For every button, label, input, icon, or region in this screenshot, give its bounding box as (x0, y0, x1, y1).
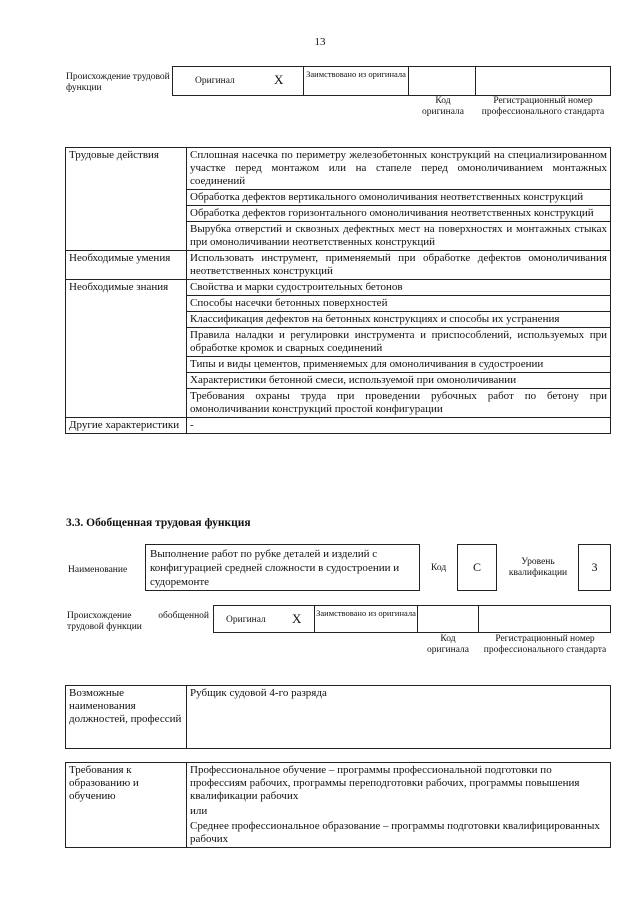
knowledge-item: Свойства и марки судостроительных бетонов (187, 280, 611, 296)
code-cell (408, 66, 476, 96)
page-number: 13 (314, 36, 326, 48)
labor-action-item: Вырубка отверстий и сквозных дефектных мест на поверхностях и монтажных стыках при омоноличивании неответственных конструкций (187, 222, 611, 251)
original-label: Оригинал (195, 76, 235, 86)
knowledge-label: Необходимые знания (66, 280, 187, 418)
reg-caption: Регистрационный номер профессионального стандарта (481, 96, 605, 117)
borrowed-label-2: Заимствовано из оригинала (316, 608, 416, 618)
reg-cell-2 (478, 605, 611, 633)
origin-label-2: Происхождение обобщенной трудовой функции (67, 611, 209, 632)
original-label-2: Оригинал (226, 615, 266, 625)
origin-label: Происхождение трудовой функции (66, 72, 170, 93)
level-value: 3 (591, 560, 598, 574)
education-line: Среднее профессиональное образование – программы подготовки квалифицированных рабочих (187, 819, 611, 848)
skills-label: Необходимые умения (66, 251, 187, 280)
education-table (65, 762, 611, 848)
original-mark: X (274, 72, 284, 87)
other-value: - (187, 418, 611, 434)
knowledge-item: Классификация дефектов на бетонных конструкциях и способы их устранения (187, 312, 611, 328)
code-cell-2 (417, 605, 479, 633)
labor-functions-table (65, 147, 611, 434)
positions-table (65, 685, 611, 749)
reg-cell (475, 66, 611, 96)
other-label: Другие характеристики (66, 418, 187, 434)
knowledge-item: Типы и виды цементов, применяемых для омоноличивания в судостроении (187, 357, 611, 373)
positions-value: Рубщик судовой 4-го разряда (187, 686, 611, 749)
knowledge-item: Способы насечки бетонных поверхностей (187, 296, 611, 312)
name-label: Наименование (68, 565, 128, 575)
original-cell (172, 66, 304, 96)
knowledge-item: Правила наладки и регулировки инструмента и приспособлений, используемых при обработке кромок и сварных соединений (187, 328, 611, 357)
code-caption: Код оригинала (422, 96, 464, 117)
labor-action-item: Сплошная насечка по периметру железобетонных конструкций на специализированном участке перед монтажом или на стапеле перед омоноличиванием монтажных соединений (187, 148, 611, 190)
education-line: Профессиональное обучение – программы профессиональной подготовки по профессиям рабочих, программы переподготовки рабочих, программы повышения квалификации рабочих (187, 763, 611, 805)
knowledge-item: Требования охраны труда при проведении рубочных работ по бетону при омоноличивании конструкций простой конфигурации (187, 389, 611, 418)
labor-actions-label: Трудовые действия (66, 148, 187, 251)
name-value: Выполнение работ по рубке деталей и изделий с конфигурацией средней сложности в судостроении и судоремонте (150, 548, 400, 588)
education-line: или (187, 804, 611, 819)
level-label: Уровень квалификации (508, 557, 568, 578)
original-mark-2: X (292, 611, 302, 626)
education-label: Требования к образованию и обучению (66, 763, 187, 848)
code-label: Код (431, 563, 447, 573)
code-caption-2: Код оригинала (427, 634, 469, 655)
labor-action-item: Обработка дефектов горизонтального омоноличивания неответственных конструкций (187, 206, 611, 222)
borrowed-label: Заимствовано из оригинала (306, 69, 406, 79)
section-heading: 3.3. Обобщенная трудовая функция (66, 517, 251, 529)
skill-item: Использовать инструмент, применяемый при обработке дефектов омоноличивания неответственных конструкций (187, 251, 611, 280)
knowledge-item: Характеристики бетонной смеси, используемой при омоноличивании (187, 373, 611, 389)
code-value: C (472, 560, 481, 574)
reg-caption-2: Регистрационный номер профессионального стандарта (483, 634, 607, 655)
labor-action-item: Обработка дефектов вертикального омоноличивания неответственных конструкций (187, 190, 611, 206)
positions-label: Возможные наименования должностей, профессий (66, 686, 187, 749)
